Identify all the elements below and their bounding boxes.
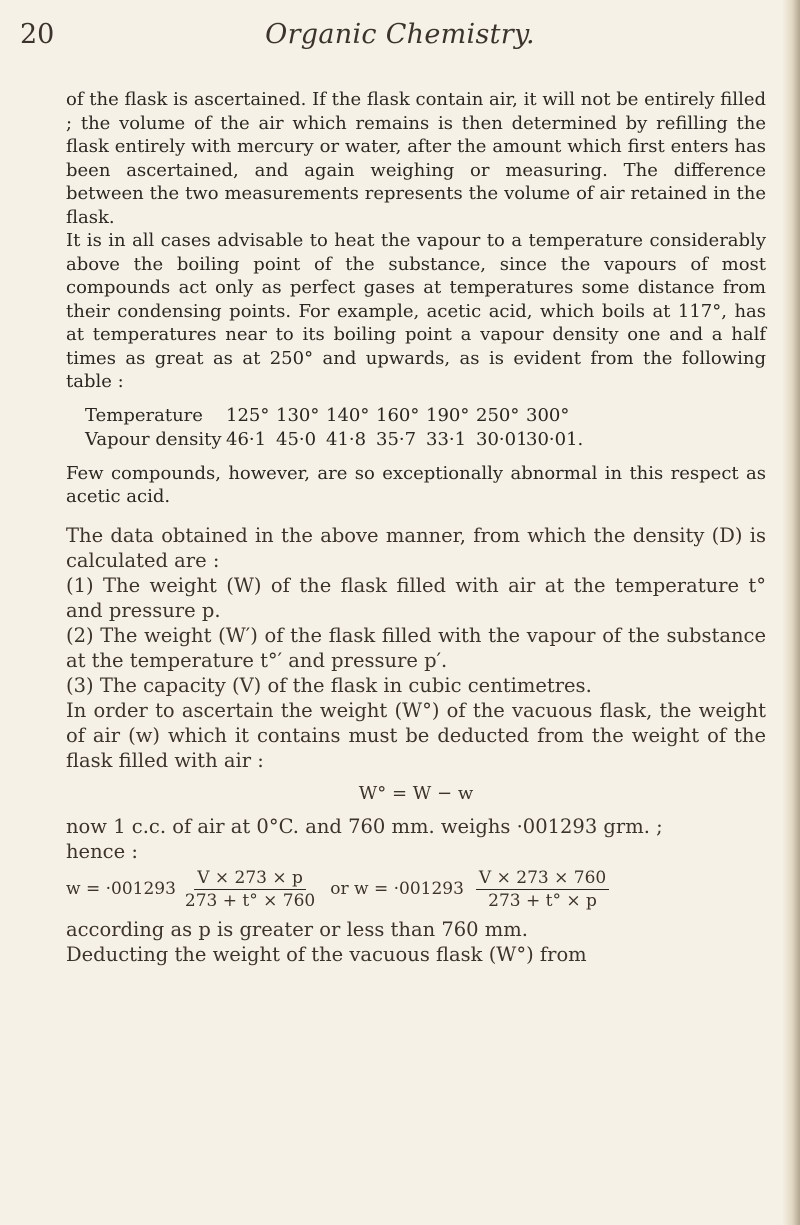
page-body	[66, 88, 766, 967]
formula-air-weight	[66, 868, 766, 911]
page-edge-shadow	[782, 0, 800, 1225]
vapour-density-table	[66, 404, 766, 452]
table-row-vapour-density	[66, 428, 766, 452]
table-row-label: Temperature	[85, 404, 203, 426]
table-cell: 190°	[426, 404, 470, 426]
table-cell: 140°	[326, 404, 370, 426]
table-cell: 46·1	[226, 428, 267, 450]
page-number: 20	[20, 19, 55, 50]
list-item-weight-vapour: (2) The weight (W′) of the flask filled with the vapour of the substance at the temperature t°′ and pressure p′.	[66, 623, 766, 672]
paragraph-air-weight: now 1 c.c. of air at 0°C. and 760 mm. weighs ·001293 grm. ;	[66, 814, 663, 838]
running-title: Organic Chemistry.	[265, 19, 535, 50]
paragraph-hence: hence :	[66, 839, 138, 863]
table-cell: 30·01	[476, 428, 528, 450]
fraction-two	[476, 868, 609, 911]
fraction-one	[182, 868, 318, 911]
lower-text-block	[66, 523, 766, 967]
fraction-denominator: 273 + t° × p	[488, 890, 597, 911]
table-cell: 300°	[526, 404, 570, 426]
table-row-temperature	[66, 404, 766, 428]
list-item-capacity: (3) The capacity (V) of the flask in cubic centimetres.	[66, 673, 592, 697]
paragraph-vacuous-flask: In order to ascertain the weight (W°) of the vacuous flask, the weight of air (w) which it contains must be deducted from the weight of the flask filled with air :	[66, 698, 766, 772]
paragraph-according: according as p is greater or less than 760 mm.	[66, 917, 528, 941]
upper-text-block	[66, 88, 766, 509]
table-cell: 125°	[226, 404, 270, 426]
table-cell: 35·7	[376, 428, 417, 450]
fraction-numerator: V × 273 × p	[194, 868, 306, 890]
table-cell: 160°	[376, 404, 420, 426]
fraction-denominator: 273 + t° × 760	[184, 890, 316, 911]
paragraph-heat-vapour: It is in all cases advisable to heat the vapour to a temperature considerably above the boiling point of the substance, since the vapours of most compounds act only as perfect gases at temperatures some distance from their condensing points. For example, acetic acid, which boils at 117°, has at temperatures near to its boiling point a vapour density one and a half times as great as at 250° and upwards, as is evident from the following table :	[66, 230, 766, 392]
formula-vacuous-weight: W° = W − w	[358, 782, 474, 804]
paragraph-data-intro: The data obtained in the above manner, from which the density (D) is calculated are :	[66, 523, 766, 572]
page-header	[0, 18, 800, 58]
paragraph-deducting: Deducting the weight of the vacuous flask (W°) from	[66, 942, 587, 966]
paragraph-flask-volume: of the flask is ascertained. If the flask contain air, it will not be entirely filled ; the volume of the air which remains is then determined by refilling the flask entirely with mercury or water, after the amount which first enters has been ascertained, and again weighing or measuring. The difference between the two measurements represents the volume of air retained in the flask.	[66, 89, 766, 228]
formula-lhs: w = ·001293	[66, 878, 176, 899]
paragraph-few-compounds: Few compounds, however, are so exceptionally abnormal in this respect as acetic acid.	[66, 462, 766, 507]
table-cell: 30·01.	[526, 428, 584, 450]
fraction-numerator: V × 273 × 760	[476, 868, 609, 890]
list-item-weight-air: (1) The weight (W) of the flask filled with air at the temperature t° and pressure p.	[66, 573, 766, 622]
table-row-label: Vapour density	[85, 428, 222, 450]
table-cell: 45·0	[276, 428, 317, 450]
table-cell: 33·1	[426, 428, 467, 450]
table-cell: 250°	[476, 404, 520, 426]
table-cell: 130°	[276, 404, 320, 426]
table-cell: 41·8	[326, 428, 367, 450]
formula-or-text: or w = ·001293	[330, 878, 464, 899]
